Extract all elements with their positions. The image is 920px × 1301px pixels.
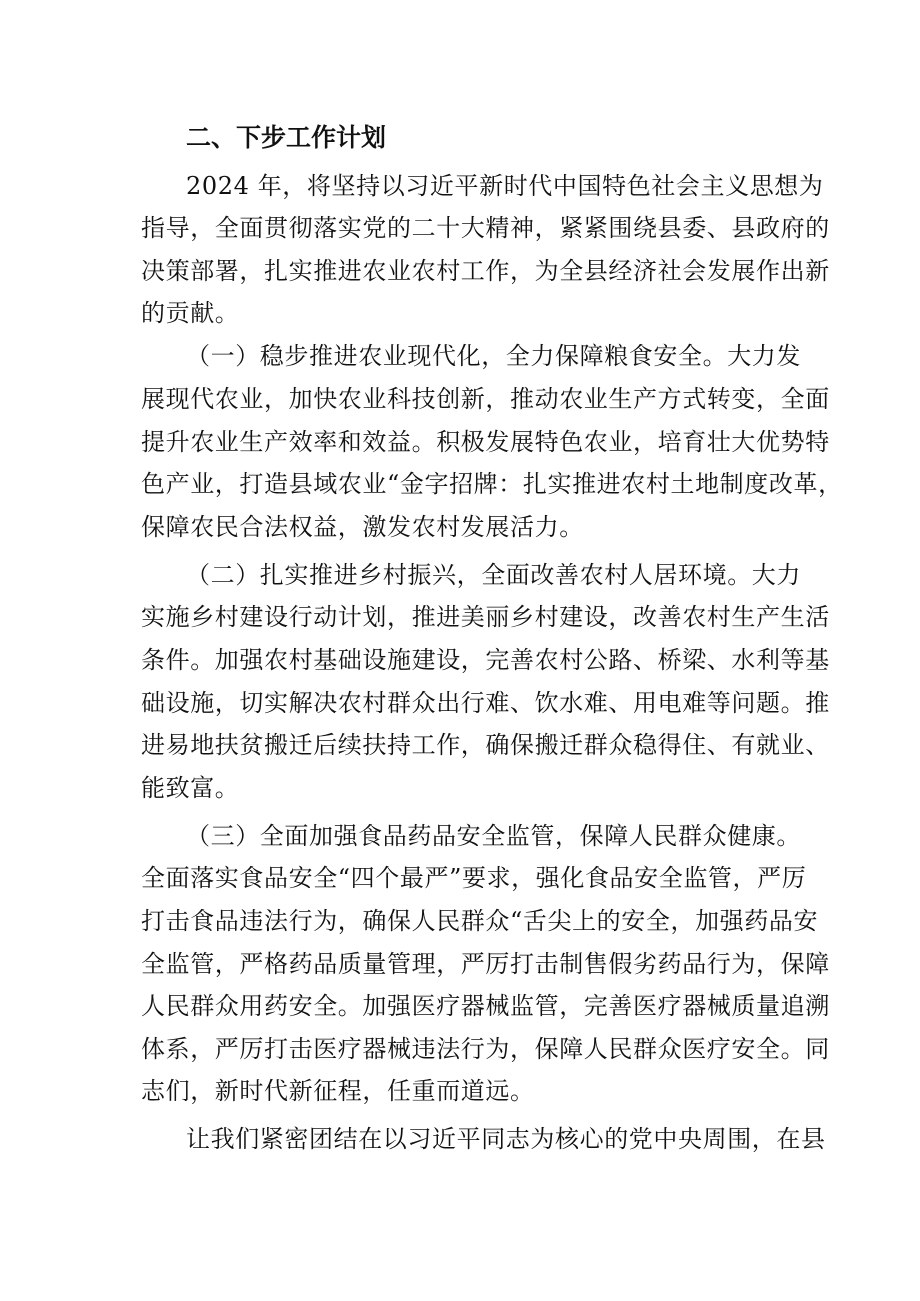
body-line: 全面落实食品安全“四个最严”要求，强化食品安全监管，严厉 xyxy=(141,864,807,892)
body-line: 全监管，严格药品质量管理，严厉打击制售假劣药品行为，保障 xyxy=(141,950,830,978)
section-heading: 二、下步工作计划 xyxy=(186,123,387,152)
body-line: （二）扎实推进乡村振兴，全面改善农村人居环境。大力 xyxy=(186,561,801,589)
body-line: 保障农民合法权益，激发农村发展活力。 xyxy=(141,513,584,541)
body-line: 进易地扶贫搬迁后续扶持工作，确保搬迁群众稳得住、有就业、 xyxy=(141,731,830,759)
body-line: 能致富。 xyxy=(141,774,240,802)
body-line: 决策部署，扎实推进农业农村工作，为全县经济社会发展作出新 xyxy=(141,257,830,285)
body-line: 条件。加强农村基础设施建设，完善农村公路、桥梁、水利等基 xyxy=(141,646,830,674)
body-line: 提升农业生产效率和效益。积极发展特色农业，培育壮大优势特 xyxy=(141,428,830,456)
body-line: 实施乡村建设行动计划，推进美丽乡村建设，改善农村生产生活 xyxy=(141,603,830,631)
body-line: 色产业，打造县域农业“金字招牌：扎实推进农村土地制度改革， xyxy=(141,470,843,498)
body-line: 体系，严厉打击医疗器械违法行为，保障人民群众医疗安全。同 xyxy=(141,1035,830,1063)
body-line: 展现代农业，加快农业科技创新，推动农业生产方式转变，全面 xyxy=(141,385,830,413)
body-line: 的贡献。 xyxy=(141,299,240,327)
body-line: 打击食品违法行为，确保人民群众“舌尖上的安全，加强药品安 xyxy=(141,907,819,935)
body-line: 础设施，切实解决农村群众出行难、饮水难、用电难等问题。推 xyxy=(141,689,830,717)
body-line: 2024 年，将坚持以习近平新时代中国特色社会主义思想为 xyxy=(186,172,824,200)
body-line: 志们，新时代新征程，任重而道远。 xyxy=(141,1077,535,1105)
body-line: （一）稳步推进农业现代化，全力保障粮食安全。大力发 xyxy=(186,342,801,370)
body-line: 指导，全面贯彻落实党的二十大精神，紧紧围绕县委、县政府的 xyxy=(141,214,830,242)
body-line: 人民群众用药安全。加强医疗器械监管，完善医疗器械质量追溯 xyxy=(141,992,830,1020)
body-line: 让我们紧密团结在以习近平同志为核心的党中央周围，在县 xyxy=(186,1125,826,1153)
body-line: （三）全面加强食品药品安全监管，保障人民群众健康。 xyxy=(186,822,801,850)
